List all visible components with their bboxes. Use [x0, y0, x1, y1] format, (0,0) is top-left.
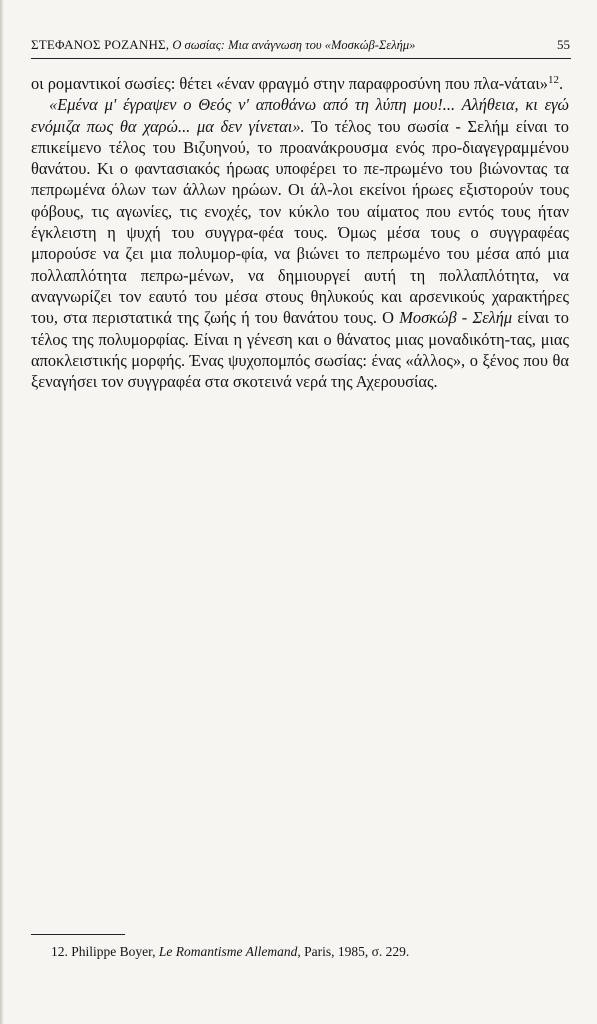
story-title-italic: Μοσκώβ - Σελήμ [399, 308, 513, 328]
body-text [31, 73, 569, 392]
header-title: Ο σωσίας: Μια ανάγνωση του «Μοσκώβ-Σελήμ» [169, 38, 416, 52]
page-number: 55 [557, 37, 570, 52]
page-spine-shadow [0, 0, 4, 1024]
footnote-number: 12. [51, 944, 68, 959]
footnote-book-title: Le Romantisme Allemand [158, 944, 298, 959]
footnote [51, 943, 571, 960]
running-header [31, 37, 570, 53]
paragraph-1-end: . [558, 74, 564, 93]
footnote-reference: 12 [547, 74, 559, 86]
paragraph-1 [31, 73, 569, 94]
header-author: ΣΤΕΦΑΝΟΣ ΡΟΖΑΝΗΣ, [31, 37, 170, 52]
footnote-details: , Paris, 1985, σ. 229. [297, 944, 410, 959]
paragraph-2-text-a: Το τέλος του σωσία - Σελήμ είναι το επικείμενο τέλος του Βιζυηνού, το προανάκρουσμα ενός προ-διαγεγραμμένου θανάτου. Κι ο φαντασιακός ήρωας υποφέρει το πε-πρωμένο του βιώνοντας τα πεπρωμένα όλων των άλλων ηρώων. Οι άλ-λοι εκείνοι ήρωες εξιστορούν τους φόβους, τις αγωνίες, τις ενοχές, τον κύκλο του αίματος που εντός τους ήταν έγκλειστη η ψυχή του συγγρα-φέα τους. Όμως μέσα τους ο συγγραφέας μπορούσε να ζει μια πολυμορ-φία, να βιώνει το πεπρωμένο του μέσα από μια πολλαπλότητα πεπρω-μένων, να δημιουργεί αυτή τη πολλαπλότητα, να αναγνωρίζει τον εαυτό του μέσα στους θηλυκούς και αρσενικούς χαρακτήρες του, στα περιστατικά της ζωής ή του θανάτου τους. Ο [31, 116, 570, 328]
footnote-rule [31, 934, 125, 935]
paragraph-2 [31, 94, 569, 392]
vizyinos-quote: «Εμένα μ' έγραψεν ο Θεός ν' αποθάνω από τη λύπη μου!... Αλήθεια, κι εγώ ενόμιζα πως θα χαρώ... μα δεν γίνεται». [31, 95, 569, 136]
footnote-author: Philippe Boyer, [71, 944, 156, 959]
header-rule [31, 58, 571, 59]
paragraph-2-text-b: είναι το τέλος της πολυμορφίας. Είναι η γένεση και ο θάνατος μιας μοναδικότη-τας, μιας αποκλειστικής μορφής. Ένας ψυχοπομπός σωσίας: ένας «άλλος», ο ξένος που θα ξεναγήσει τον συγγραφέα στα σκοτεινά νερά της Αχερουσίας. [31, 308, 569, 392]
paragraph-1-text: οι ρομαντικοί σωσίες: θέτει «έναν φραγμό στην παραφροσύνη που πλα-νάται» [31, 74, 548, 93]
